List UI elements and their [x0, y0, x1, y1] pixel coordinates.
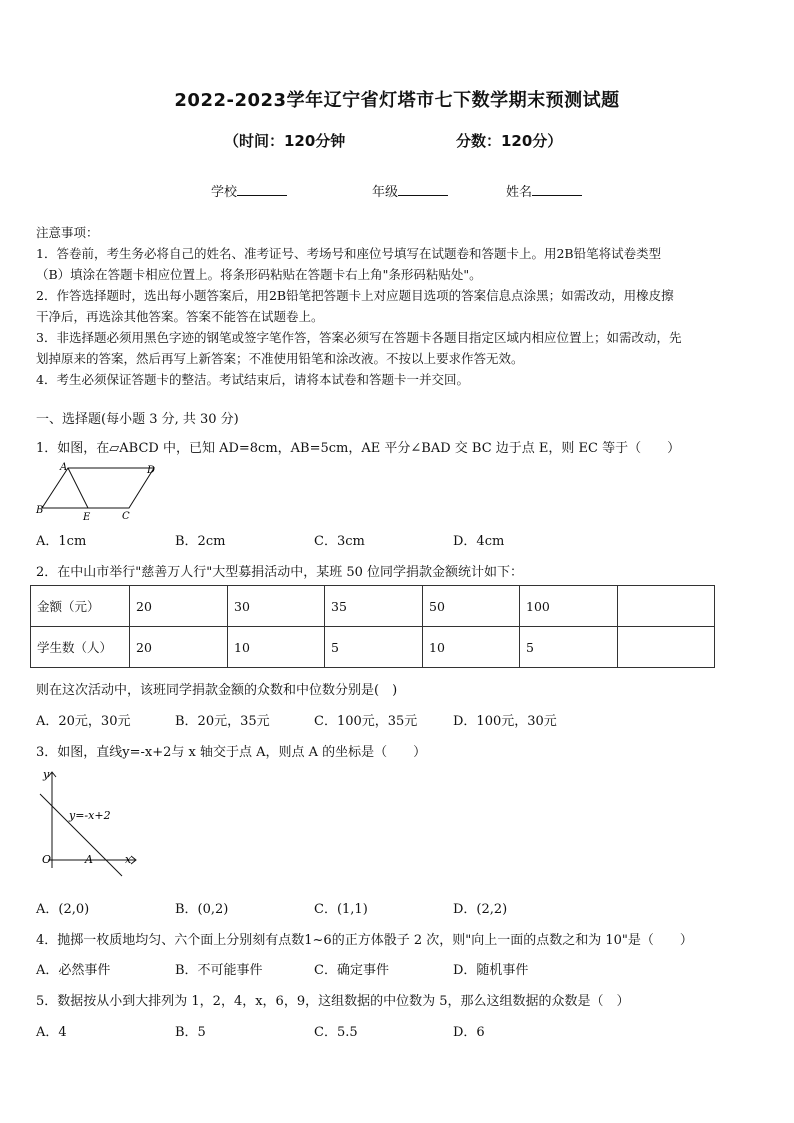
option-b[interactable]: B．(0,2): [175, 902, 229, 917]
point-a-label: A: [85, 853, 93, 866]
label-a: A: [60, 462, 68, 473]
option-b[interactable]: B．不可能事件: [175, 963, 263, 978]
table-cell: 20: [130, 586, 228, 627]
table-row: [31, 627, 715, 668]
option-d[interactable]: D．6: [453, 1025, 485, 1040]
table-cell: 5: [325, 627, 423, 668]
option-a[interactable]: A．必然事件: [36, 963, 111, 978]
option-c[interactable]: C．确定事件: [314, 963, 389, 978]
name-blank[interactable]: [532, 183, 582, 196]
label-b: B: [36, 505, 44, 516]
section-heading: 一、选择题(每小题 3 分, 共 30 分): [36, 412, 239, 427]
notice-line: 4．考生必须保证答题卡的整洁。考试结束后，请将本试卷和答题卡一并交回。: [36, 372, 469, 387]
name-label: 姓名: [506, 185, 533, 200]
option-b[interactable]: B．2cm: [175, 534, 226, 549]
option-a[interactable]: A．4: [36, 1025, 67, 1040]
donation-table: [30, 585, 715, 668]
table-cell: [618, 586, 715, 627]
label-d: D: [147, 465, 156, 476]
table-cell: 10: [228, 627, 325, 668]
option-c[interactable]: C．100元，35元: [314, 714, 418, 729]
line-equation-label: y=-x+2: [69, 809, 111, 822]
table-cell: 50: [423, 586, 520, 627]
y-axis-label: y: [43, 768, 50, 781]
table-cell: [618, 627, 715, 668]
grade-field[interactable]: [372, 181, 448, 200]
table-cell: 20: [130, 627, 228, 668]
option-c[interactable]: C．5.5: [314, 1025, 358, 1040]
option-d[interactable]: D．4cm: [453, 534, 505, 549]
option-c[interactable]: C．3cm: [314, 534, 365, 549]
table-cell: 5: [520, 627, 618, 668]
table-cell: 100: [520, 586, 618, 627]
origin-label: O: [42, 853, 52, 866]
option-a[interactable]: A．20元，30元: [36, 714, 131, 729]
notice-line: 划掉原来的答案，然后再写上新答案；不准使用铅笔和涂改液。不按以上要求作答无效。: [36, 351, 524, 366]
parallelogram-figure: [34, 458, 164, 524]
option-b[interactable]: B．5: [175, 1025, 206, 1040]
question-4: 4．抛掷一枚质地均匀、六个面上分别刻有点数1~6的正方体骰子 2 次，则"向上一面的点数之和为 10"是（ ）: [36, 933, 693, 948]
grade-label: 年级: [372, 185, 399, 200]
table-cell: 学生数（人）: [31, 627, 130, 668]
question-5: 5．数据按从小到大排列为 1，2，4，x，6，9，这组数据的中位数为 5，那么这组数据的众数是（ ）: [36, 994, 630, 1009]
notice-heading: 注意事项：: [36, 225, 99, 240]
table-row: [31, 586, 715, 627]
table-cell: 金额（元）: [31, 586, 130, 627]
option-d[interactable]: D．随机事件: [453, 963, 529, 978]
notice-line: （B）填涂在答题卡相应位置上。将条形码粘贴在答题卡右上角"条形码粘贴处"。: [36, 267, 482, 282]
option-d[interactable]: D．100元，30元: [453, 714, 557, 729]
notice-block: [36, 222, 758, 390]
page-title: 2022-2023学年辽宁省灯塔市七下数学期末预测试题: [174, 90, 620, 111]
exam-time: （时间：120分钟: [224, 132, 346, 150]
notice-line: 2．作答选择题时，选出每小题答案后，用2B铅笔把答题卡上对应题目选项的答案信息点涂黑；如需改动，用橡皮擦: [36, 288, 674, 303]
table-cell: 30: [228, 586, 325, 627]
school-blank[interactable]: [237, 183, 287, 196]
question-1: 1．如图，在▱ABCD 中，已知 AD=8cm，AB=5cm，AE 平分∠BAD 交 BC 边于点 E，则 EC 等于（ ）: [36, 441, 681, 456]
label-e: E: [83, 512, 91, 523]
school-label: 学校: [211, 185, 238, 200]
option-a[interactable]: A．1cm: [36, 534, 87, 549]
grade-blank[interactable]: [398, 183, 448, 196]
exam-meta: [224, 130, 563, 151]
question-3: 3．如图，直线y=-x+2与 x 轴交于点 A，则点 A 的坐标是（ ）: [36, 745, 427, 760]
question-2: 2．在中山市举行"慈善万人行"大型募捐活动中，某班 50 位同学捐款金额统计如下：: [36, 565, 524, 580]
exam-score: 分数：120分）: [456, 132, 563, 150]
name-field[interactable]: [506, 181, 582, 200]
table-cell: 35: [325, 586, 423, 627]
option-a[interactable]: A．(2,0): [36, 902, 90, 917]
x-axis-label: x: [125, 853, 132, 866]
question-2-prompt: 则在这次活动中，该班同学捐款金额的众数和中位数分别是( ): [36, 683, 398, 698]
notice-line: 1．答卷前，考生务必将自己的姓名、准考证号、考场号和座位号填写在试题卷和答题卡上。用2B铅笔将试卷类型: [36, 246, 662, 261]
school-field[interactable]: [211, 181, 287, 200]
table-cell: 10: [423, 627, 520, 668]
option-d[interactable]: D．(2,2): [453, 902, 508, 917]
notice-line: 干净后，再选涂其他答案。答案不能答在试题卷上。: [36, 309, 324, 324]
label-c: C: [122, 511, 130, 522]
line-graph-figure: [36, 764, 146, 882]
option-b[interactable]: B．20元，35元: [175, 714, 270, 729]
notice-line: 3．非选择题必须用黑色字迹的钢笔或签字笔作答，答案必须写在答题卡各题目指定区域内相应位置上；如需改动，先: [36, 330, 682, 345]
option-c[interactable]: C．(1,1): [314, 902, 368, 917]
